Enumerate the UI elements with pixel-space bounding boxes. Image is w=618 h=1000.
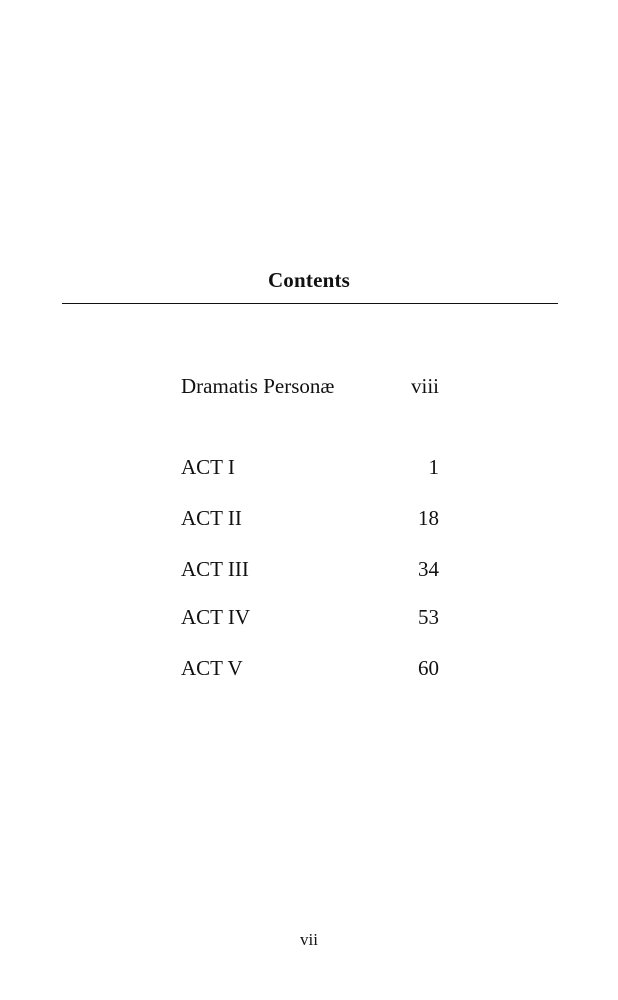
toc-entry-act-v	[181, 656, 439, 684]
toc-entry-label: ACT III	[181, 557, 249, 581]
toc-entry-label: ACT V	[181, 656, 243, 680]
toc-entry-page-number: 34	[418, 557, 439, 581]
toc-entry-label: Dramatis Personæ	[181, 374, 335, 398]
contents-heading: Contents	[267, 268, 351, 292]
toc-entry-page-number: 18	[418, 506, 439, 530]
toc-entry-act-ii	[181, 506, 439, 534]
page-folio: vii	[300, 930, 318, 949]
toc-entry-page-number: 60	[418, 656, 439, 680]
toc-entry-act-i	[181, 455, 439, 483]
toc-entry-dramatis-personae	[181, 374, 439, 402]
toc-entry-act-iv	[181, 605, 439, 633]
toc-entry-page-number: 1	[428, 455, 439, 479]
heading-rule	[62, 303, 558, 304]
toc-entry-act-iii	[181, 557, 439, 585]
toc-entry-page-number: viii	[410, 374, 439, 398]
toc-entry-page-number: 53	[418, 605, 439, 629]
toc-entry-label: ACT I	[181, 455, 235, 479]
toc-entry-label: ACT IV	[181, 605, 251, 629]
toc-entry-label: ACT II	[181, 506, 242, 530]
